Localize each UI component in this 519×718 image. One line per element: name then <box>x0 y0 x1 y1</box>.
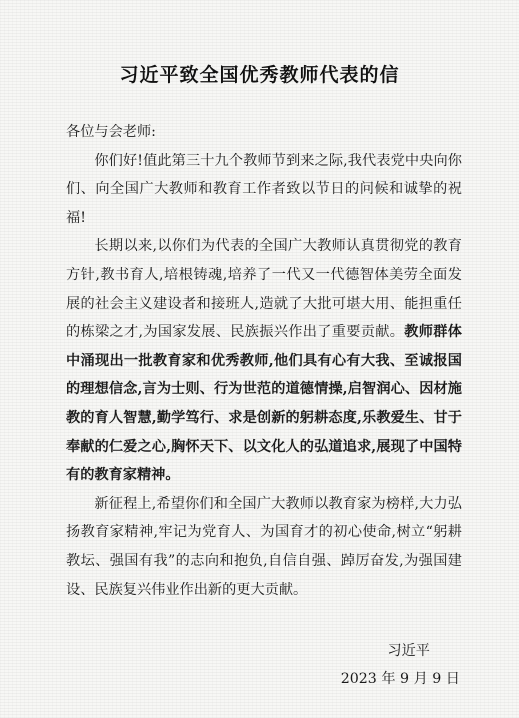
letter-title: 习近平致全国优秀教师代表的信 <box>119 64 400 86</box>
signature: 习近平 <box>387 643 430 659</box>
paragraph-achievements <box>66 232 462 489</box>
letter-body <box>66 118 462 604</box>
paragraph-text: 新征程上,希望你们和全国广大教师以教育家为榜样,大力弘扬教育家精神,牢记为党育人、为国育才的初心使命,树立“躬耕教坛、强国有我”的志向和抱负,自信自强、踔厉奋发,为强国建设、民族复兴伟业作出新的更大贡献。 <box>66 495 462 598</box>
paragraph-hopes <box>66 490 462 604</box>
paragraph-greeting <box>66 147 462 233</box>
paragraph-text: 你们好!值此第三十九个教师节到来之际,我代表党中央向你们、向全国广大教师和教育工作者致以节日的问候和诚挚的祝福! <box>66 152 462 226</box>
paragraph-text: 长期以来,以你们为代表的全国广大教师认真贯彻党的教育方针,教书育人,培根铸魂,培养了一代又一代德智体美劳全面发展的社会主义建设者和接班人,造就了大批可堪大用、能担重任的栋梁之才,为国家发展、民族振兴作出了重要贡献。 <box>66 238 462 341</box>
salutation: 各位与会老师: <box>66 124 156 140</box>
paragraph-bold-text: 教师群体中涌现出一批教育家和优秀教师,他们具有心有大我、至诚报国的理想信念,言为士则、行为世范的道德情操,启智润心、因材施教的育人智慧,勤学笃行、求是创新的躬耕态度,乐教爱生、甘于奉献的仁爱之心,胸怀天下、以文化人的弘道追求,展现了中国特有的教育家精神。 <box>66 324 462 484</box>
letter-date: 2023 年 9 月 9 日 <box>340 671 460 687</box>
